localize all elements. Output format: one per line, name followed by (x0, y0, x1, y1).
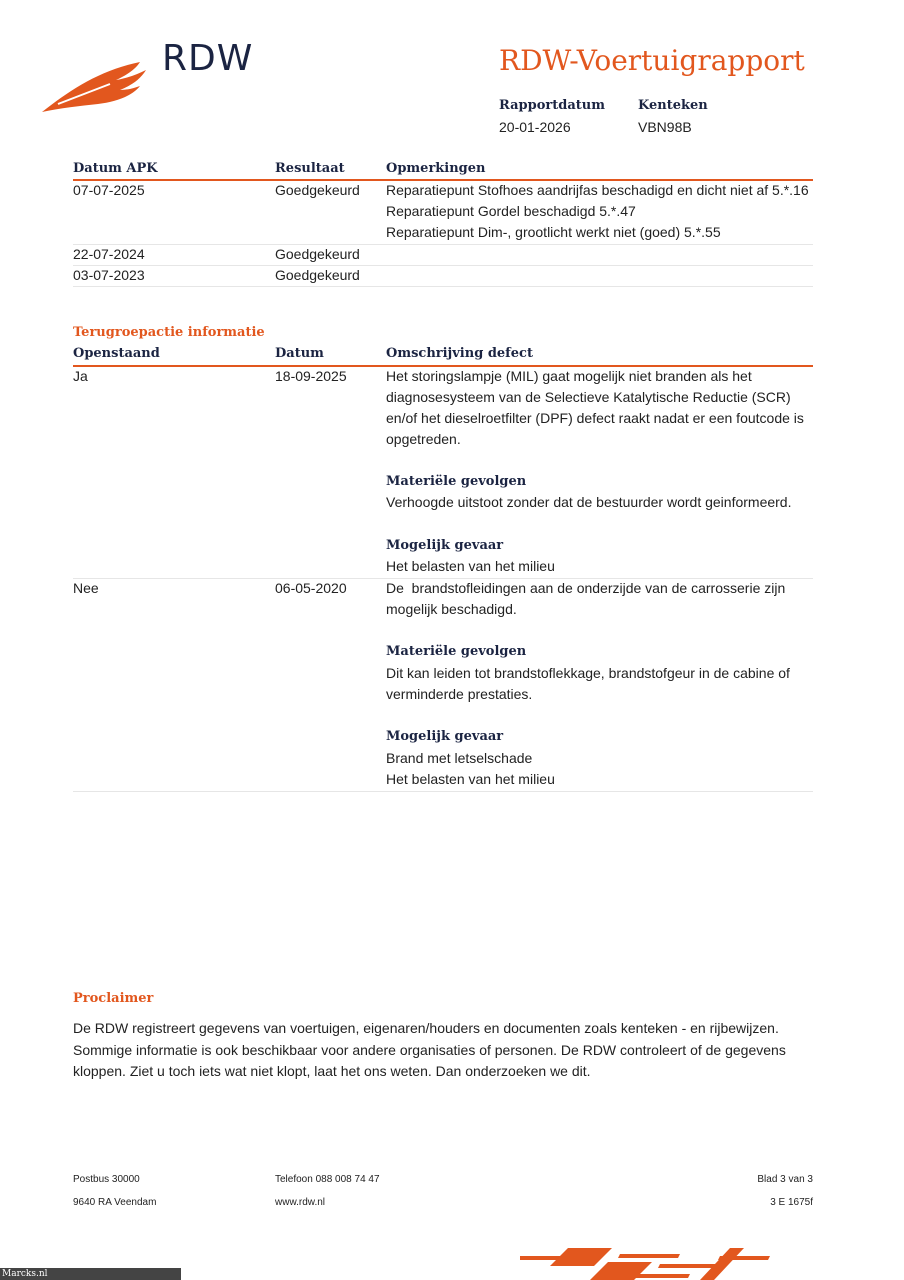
apk-remark: Reparatiepunt Dim-, grootlicht werkt niet (goed) 5.*.55 (386, 224, 721, 240)
plate-label: Kenteken (638, 98, 708, 113)
footer-page-number: Blad 3 van 3 (757, 1174, 813, 1185)
consequences-line: verminderde prestaties. (386, 686, 533, 702)
apk-result: Goedgekeurd (275, 182, 360, 198)
footer-website[interactable]: www.rdw.nl (275, 1197, 326, 1208)
apk-date: 22-07-2024 (73, 246, 145, 262)
danger-line: Het belasten van het milieu (386, 771, 555, 787)
apk-remark: Reparatiepunt Stofhoes aandrijfas beschadigd en dicht niet af 5.*.16 (386, 182, 809, 198)
row-divider (73, 791, 813, 792)
plate-value: VBN98B (638, 119, 692, 135)
danger-label: Mogelijk gevaar (386, 538, 504, 553)
report-title: RDW-Voertuigrapport (499, 44, 805, 77)
bottom-watermark-label: Marcks.nl (0, 1268, 181, 1280)
proclaimer-line: De RDW registreert gegevens van voertuigen, eigenaren/houders en documenten zoals kenteken - en rijbewijzen. (73, 1020, 779, 1036)
proclaimer-title: Proclaimer (73, 991, 154, 1006)
footer-address-1: Postbus 30000 (73, 1174, 140, 1185)
apk-col-date: Datum APK (73, 161, 158, 176)
footer-stripes-icon (520, 1244, 904, 1280)
footer-phone: Telefoon 088 008 74 47 (275, 1174, 380, 1185)
recall-description-line: en/of het dieselroetfilter (DPF) defect raakt nadat er een foutcode is (386, 410, 804, 426)
recall-open: Nee (73, 580, 99, 596)
recall-description-line: opgetreden. (386, 431, 461, 447)
danger-label: Mogelijk gevaar (386, 729, 504, 744)
consequences-line: Dit kan leiden tot brandstoflekkage, brandstofgeur in de cabine of (386, 665, 790, 681)
consequences-line: Verhoogde uitstoot zonder dat de bestuurder wordt geinformeerd. (386, 494, 792, 510)
danger-line: Het belasten van het milieu (386, 558, 555, 574)
row-divider (73, 286, 813, 287)
report-date-value: 20-01-2026 (499, 119, 571, 135)
report-date-label: Rapportdatum (499, 98, 605, 113)
recall-date: 18-09-2025 (275, 368, 347, 384)
danger-line: Brand met letselschade (386, 750, 533, 766)
apk-date: 07-07-2025 (73, 182, 145, 198)
apk-remark: Reparatiepunt Gordel beschadigd 5.*.47 (386, 203, 636, 219)
logo-wordmark: RDW (162, 38, 254, 79)
proclaimer-text (73, 1018, 793, 1083)
apk-result: Goedgekeurd (275, 246, 360, 262)
footer-address-2: 9640 RA Veendam (73, 1197, 157, 1208)
proclaimer-line: Sommige informatie is ook beschikbaar voor andere organisaties of personen. De RDW controleert of de gegevens (73, 1041, 786, 1058)
consequences-label: Materiële gevolgen (386, 474, 527, 489)
recall-description-line: mogelijk beschadigd. (386, 601, 517, 617)
recall-col-open: Openstaand (73, 346, 160, 361)
apk-result: Goedgekeurd (275, 267, 360, 283)
recall-col-description: Omschrijving defect (386, 346, 533, 361)
apk-col-result: Resultaat (275, 161, 345, 176)
recall-open: Ja (73, 368, 88, 384)
row-divider (73, 265, 813, 266)
recall-description-line: diagnosesysteem van de Selectieve Katalytische Reductie (SCR) (386, 389, 791, 405)
recall-col-date: Datum (275, 346, 324, 361)
recall-description-line: De brandstofleidingen aan de onderzijde van de carrosserie zijn (386, 580, 786, 596)
recall-description-line: Het storingslampje (MIL) gaat mogelijk niet branden als het (386, 368, 752, 384)
apk-date: 03-07-2023 (73, 267, 145, 283)
recall-section-title: Terugroepactie informatie (73, 325, 265, 340)
apk-col-remarks: Opmerkingen (386, 161, 486, 176)
recall-date: 06-05-2020 (275, 580, 347, 596)
proclaimer-line: kloppen. Ziet u toch iets wat niet klopt, laat het ons weten. Dan onderzoeken we dit. (73, 1063, 591, 1079)
footer-code: 3 E 1675f (770, 1197, 813, 1208)
row-divider (73, 244, 813, 245)
consequences-label: Materiële gevolgen (386, 644, 527, 659)
